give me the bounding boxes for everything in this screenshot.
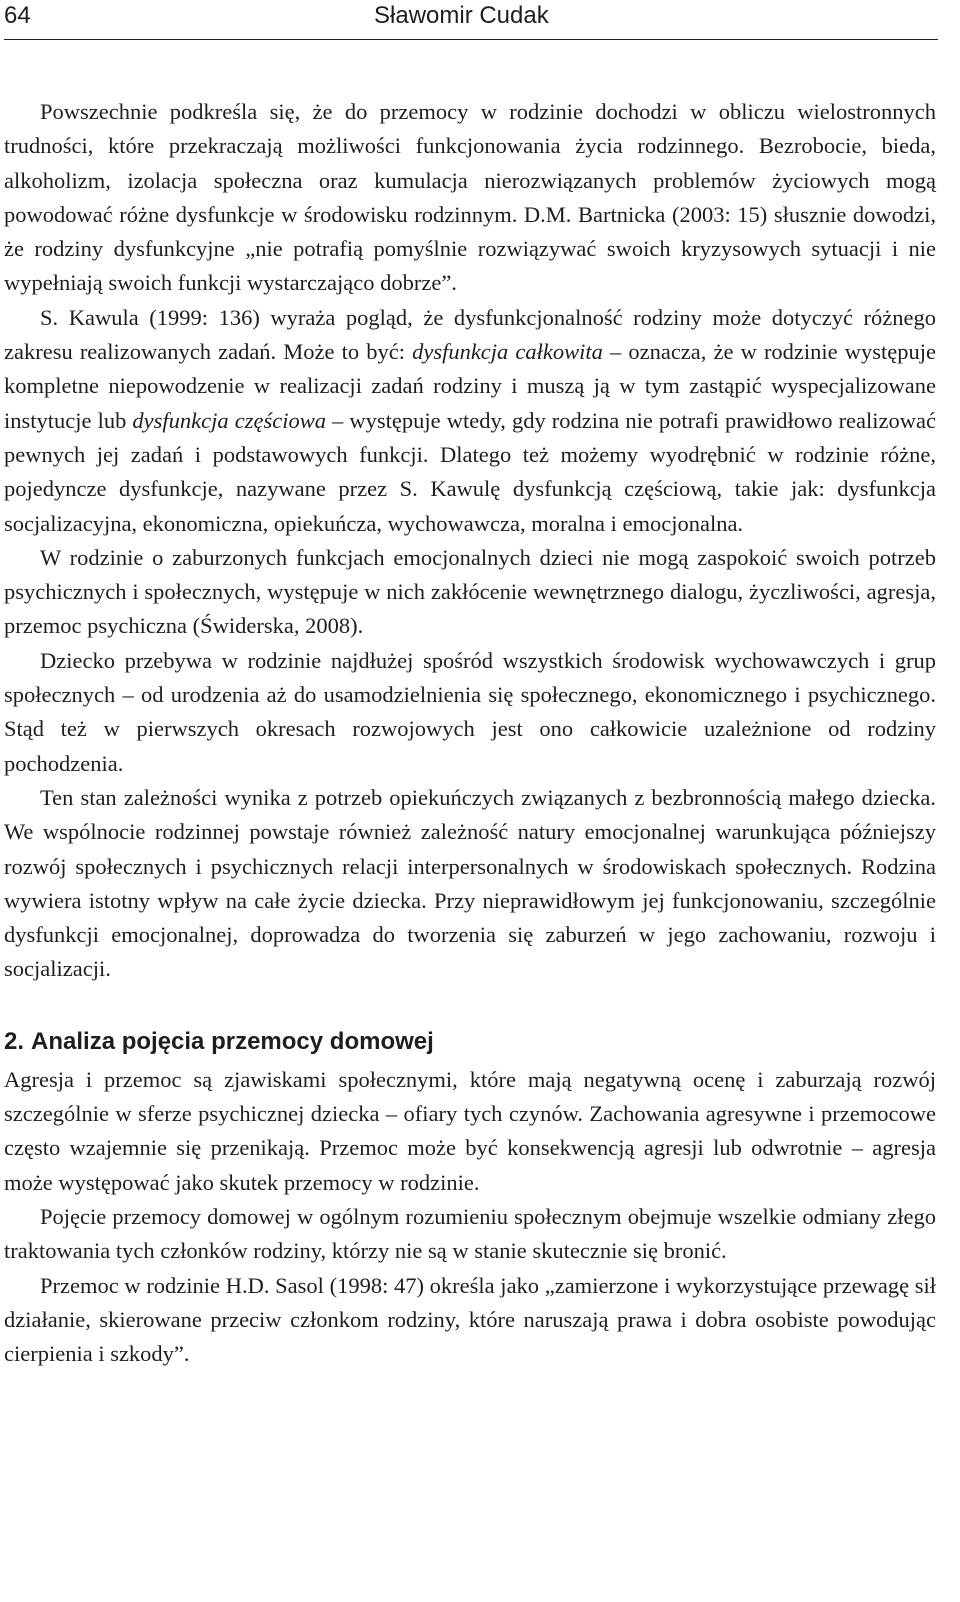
paragraph-2-text-3: – występuje wtedy, gdy rodzina nie potrafi prawidłowo realizować pewnych jej zadań i podstawowych funkcji. Dlatego też możemy wyodrębnić w rodzinie różne, pojedyncze dysfunkcje, nazywane przez S. Kawulę dysfunkcją częściową, takie jak: dysfunkcja socjalizacyjna, ekonomiczna, opiekuńcza, wychowawcza, moralna i emocjonalna. bbox=[4, 407, 936, 536]
paragraph-2 bbox=[4, 301, 936, 541]
section-paragraph-3: Przemoc w rodzinie H.D. Sasol (1998: 47) określa jako „zamierzone i wykorzystujące przewagę sił działanie, skierowane przeciw członkom rodziny, które naruszają prawa i dobra osobiste powodując cierpienia i szkody”. bbox=[4, 1272, 936, 1367]
page-header bbox=[0, 0, 940, 36]
page-number: 64 bbox=[4, 2, 31, 29]
paragraph-5: Ten stan zależności wynika z potrzeb opiekuńczych związanych z bezbronnością małego dziecka. We wspólnocie rodzinnej powstaje również zależność natury emocjonalnej warunkująca późniejszy rozwój społecznych i psychicznych relacji interpersonalnych w środowiskach społecznych. Rodzina wywiera istotny wpływ na całe życie dziecka. Przy nieprawidłowym jej funkcjonowaniu, szczególnie dysfunkcji emocjonalnej, doprowadza do tworzenia się zaburzeń w jego zachowaniu, rozwoju i socjalizacji. bbox=[4, 784, 936, 982]
paragraph-2-text-2: – oznacza, że w rodzinie występuje kompletne niepowodzenie w realizacji zadań rodziny i muszą ją w tym zastąpić wyspecjalizowane instytucje lub bbox=[4, 339, 936, 433]
page-body bbox=[4, 95, 936, 1371]
section-heading bbox=[4, 1026, 936, 1058]
section-paragraph-1: Agresja i przemoc są zjawiskami społecznymi, które mają negatywną ocenę i zaburzają rozwój szczególnie w sferze psychicznej dziecka – ofiary tych czynów. Zachowania agresywne i przemocowe często wzajemnie się przenikają. Przemoc może być konsekwencją agresji lub odwrotnie – agresja może występować jako skutek przemocy w rodzinie. bbox=[4, 1066, 936, 1195]
paragraph-2-text-1: S. Kawula (1999: 136) wyraża pogląd, że dysfunkcjonalność rodziny może dotyczyć różnego zakresu realizowanych zadań. Może to być: bbox=[4, 304, 936, 365]
header-rule bbox=[4, 39, 938, 40]
paragraph-3: W rodzinie o zaburzonych funkcjach emocjonalnych dzieci nie mogą zaspokoić swoich potrzeb psychicznych i społecznych, występuje w nich zakłócenie wewnętrznego dialogu, życzliwości, agresja, przemoc psychiczna (Świderska, 2008). bbox=[4, 544, 936, 639]
paragraph-1: Powszechnie podkreśla się, że do przemocy w rodzinie dochodzi w obliczu wielostronnych trudności, które przekraczają możliwości funkcjonowania życia rodzinnego. Bezrobocie, bieda, alkoholizm, izolacja społeczna oraz kumulacja nierozwiązanych problemów życiowych mogą powodować różne dysfunkcje w środowisku rodzinnym. D.M. Bartnicka (2003: 15) słusznie dowodzi, że rodziny dysfunkcyjne „nie potrafią pomyślnie rozwiązywać swoich kryzysowych sytuacji i nie wypełniają swoich funkcji wystarczająco dobrze”. bbox=[4, 99, 936, 296]
term-partial-dysfunction: dysfunkcja częściowa bbox=[132, 407, 326, 433]
paragraph-4: Dziecko przebywa w rodzinie najdłużej spośród wszystkich środowisk wychowawczych i grup społecznych – od urodzenia aż do usamodzielnienia się społecznego, ekonomicznego i psychicznego. Stąd też w pierwszych okresach rozwojowych jest ono całkowicie uzależnione od rodziny pochodzenia. bbox=[4, 647, 936, 776]
section-number: 2. bbox=[4, 1027, 25, 1055]
section-paragraph-2: Pojęcie przemocy domowej w ogólnym rozumieniu społecznym obejmuje wszelkie odmiany złego traktowania tych członków rodziny, którzy nie są w stanie skutecznie się bronić. bbox=[4, 1203, 936, 1264]
running-head-author: Sławomir Cudak bbox=[374, 2, 549, 29]
section-title: Analiza pojęcia przemocy domowej bbox=[31, 1027, 434, 1055]
term-total-dysfunction: dysfunkcja całkowita bbox=[412, 339, 603, 365]
